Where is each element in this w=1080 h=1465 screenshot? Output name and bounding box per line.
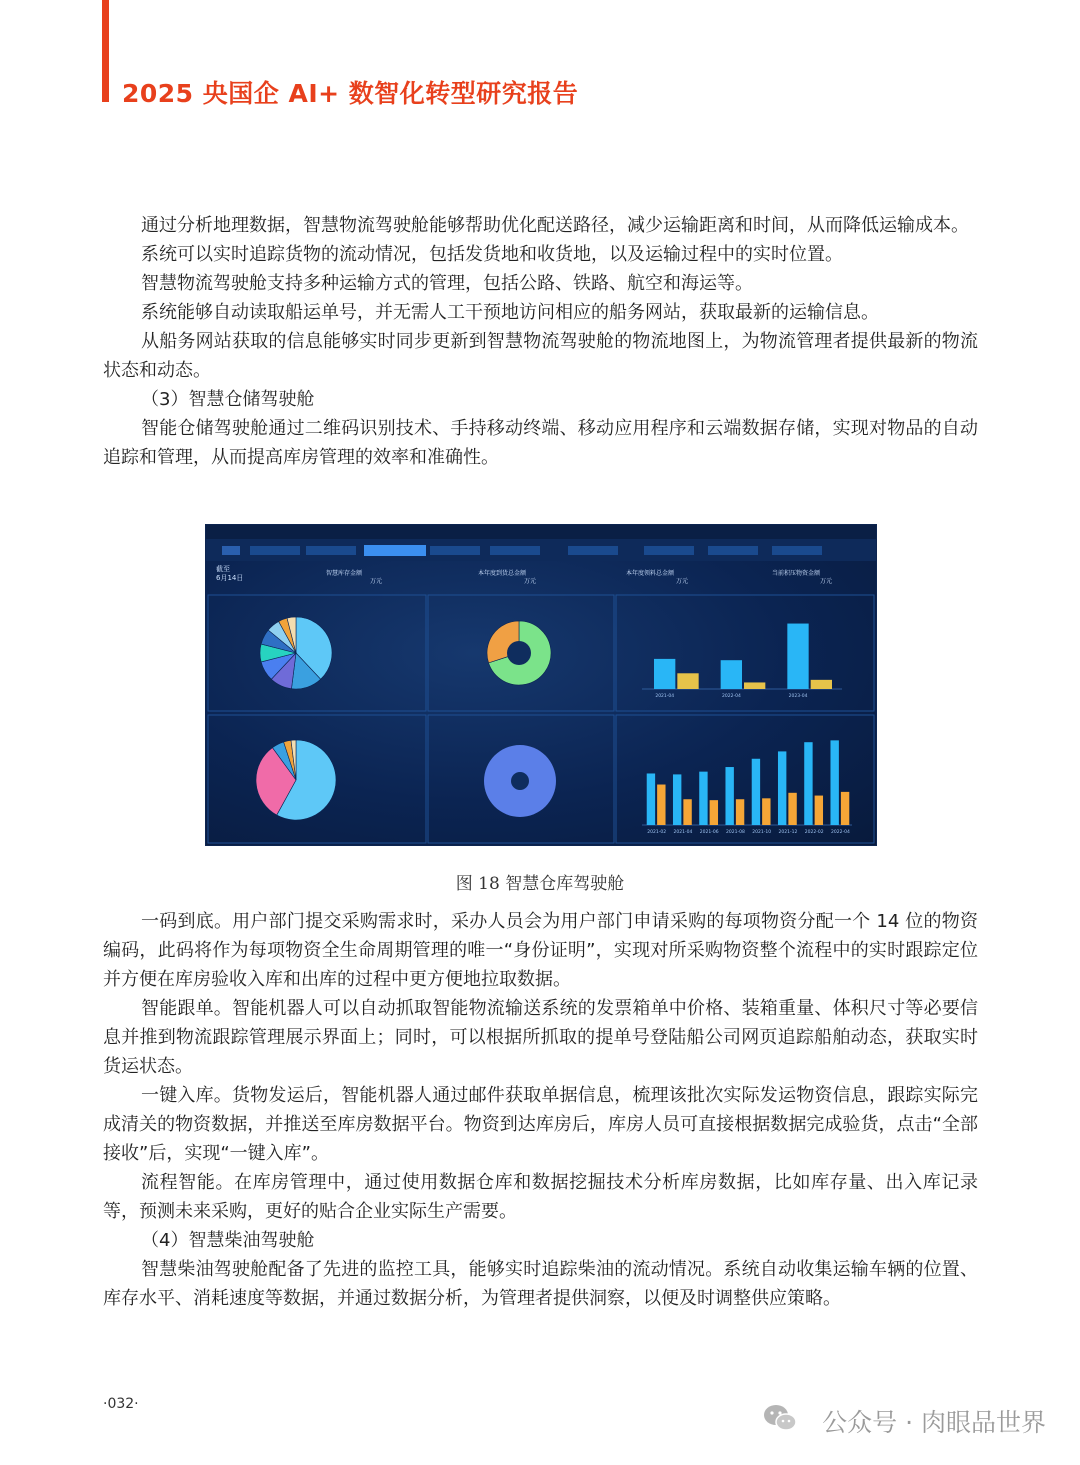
tab xyxy=(772,546,822,555)
page-number: ·032· xyxy=(103,1396,139,1412)
kpi-unit: 万元 xyxy=(820,578,833,585)
wechat-icon xyxy=(762,1403,798,1433)
paragraph: 通过分析地理数据，智慧物流驾驶舱能够帮助优化配送路径，减少运输距离和时间，从而降低运输成本。 xyxy=(141,215,969,236)
bar xyxy=(787,624,808,689)
bar xyxy=(654,659,675,689)
tick-label: 2021-06 xyxy=(699,830,719,835)
kpi-title: 智慧库存金额 xyxy=(326,570,363,577)
bar xyxy=(673,774,681,825)
paragraph: 一键入库。货物发运后，智能机器人通过邮件获取单据信息，梳理该批次实际发运物资信息，跟踪实际完成清关的物资数据，并推送至库房数据平台。物资到达库房后，库房人员可直接根据数据完成验货，点击“全部接收”后，实现“一键入库”。 xyxy=(103,1085,978,1164)
bar xyxy=(699,772,707,825)
bar xyxy=(830,740,838,825)
watermark: 公众号 · 肉眼品世界 xyxy=(822,1408,1046,1437)
body-text-bottom xyxy=(103,907,978,1313)
paragraph: 智慧物流驾驶舱支持多种运输方式的管理，包括公路、铁路、航空和海运等。 xyxy=(141,273,753,294)
tab xyxy=(568,546,618,555)
bar xyxy=(804,742,812,825)
tick-label: 2021-08 xyxy=(726,830,745,835)
donut-hole xyxy=(507,641,531,665)
kpi-unit: 万元 xyxy=(524,578,537,585)
kpi-unit: 万元 xyxy=(370,578,383,585)
tick-label: 2022-02 xyxy=(804,830,824,835)
kpi-date-value: 6月14日 xyxy=(216,574,244,582)
bar xyxy=(710,800,718,825)
paragraph: 智能仓储驾驶舱通过二维码识别技术、手持移动终端、移动应用程序和云端数据存储，实现对物品的自动追踪和管理，从而提高库房管理的效率和准确性。 xyxy=(103,418,978,468)
report-title: 2025 央国企 AI+ 数智化转型研究报告 xyxy=(122,79,579,108)
tick-label: 2021-12 xyxy=(778,830,798,835)
paragraph: 从船务网站获取的信息能够实时同步更新到智慧物流驾驶舱的物流地图上，为物流管理者提供最新的物流状态和动态。 xyxy=(103,331,978,381)
bar xyxy=(778,751,786,825)
bar xyxy=(841,792,849,825)
bar xyxy=(725,767,733,825)
bar xyxy=(683,799,691,825)
body-text-top xyxy=(103,211,978,472)
kpi-title: 本年度领料总金额 xyxy=(626,570,675,577)
bar xyxy=(752,759,760,825)
paragraph: 智慧柴油驾驶舱配备了先进的监控工具，能够实时追踪柴油的流动情况。系统自动收集运输车辆的位置、库存水平、消耗速度等数据，并通过数据分析，为管理者提供洞察，以便及时调整供应策略。 xyxy=(103,1259,978,1309)
tick-label: 2021-02 xyxy=(647,830,667,835)
bar xyxy=(721,660,742,689)
bar xyxy=(762,798,770,825)
kpi-title: 本年度到货总金额 xyxy=(478,570,527,577)
tab-active xyxy=(364,545,426,556)
bar xyxy=(736,799,744,825)
tick-label: 2022-04 xyxy=(831,830,850,835)
tick-label: 2022-04 xyxy=(722,694,741,699)
paragraph: 智能跟单。智能机器人可以自动抓取智能物流输送系统的发票箱单中价格、装箱重量、体积尺寸等必要信息并推到物流跟踪管理展示界面上；同时，可以根据所抓取的提单号登陆船公司网页追踪船舶动态，获取实时货运状态。 xyxy=(103,998,978,1077)
tab xyxy=(222,546,240,555)
paragraph: 系统能够自动读取船运单号，并无需人工干预地访问相应的船务网站，获取最新的运输信息。 xyxy=(141,302,879,323)
paragraph: 流程智能。在库房管理中，通过使用数据仓库和数据挖掘技术分析库房数据，比如库存量、出入库记录等，预测未来采购，更好的贴合企业实际生产需要。 xyxy=(103,1172,978,1222)
tick-label: 2021-04 xyxy=(673,830,693,835)
tab xyxy=(490,546,540,555)
section-heading: （3）智慧仓储驾驶舱 xyxy=(141,389,315,410)
tick-label: 2021-04 xyxy=(655,694,675,699)
bar xyxy=(811,680,832,689)
tab xyxy=(708,546,758,555)
paragraph: 一码到底。用户部门提交采购需求时，采办人员会为用户部门申请采购的每项物资分配一个 14 位的物资编码，此码将作为每项物资全生命周期管理的唯一“身份证明”，实现对所采购物资整个流程中的实时跟踪定位并方便在库房验收入库和出库的过程中更方便地拉取数据。 xyxy=(103,911,978,990)
dashboard-topbar xyxy=(206,525,876,539)
bar xyxy=(647,773,655,825)
kpi-title: 当前积压物资金额 xyxy=(772,570,821,577)
section-heading: （4）智慧柴油驾驶舱 xyxy=(141,1230,315,1251)
bar xyxy=(788,793,796,825)
paragraph: 系统可以实时追踪货物的流动情况，包括发货地和收货地，以及运输过程中的实时位置。 xyxy=(141,244,843,265)
dashboard-svg xyxy=(206,525,876,845)
tab xyxy=(306,546,356,555)
warehouse-dashboard-figure xyxy=(205,524,877,846)
kpi-unit: 万元 xyxy=(676,578,689,585)
bar xyxy=(657,785,665,825)
bar xyxy=(677,673,698,689)
bar xyxy=(815,796,823,825)
kpi-date-label: 截至 xyxy=(216,565,230,573)
tick-label: 2023-04 xyxy=(788,694,808,699)
tab xyxy=(250,546,300,555)
figure-caption: 图 18 智慧仓库驾驶舱 xyxy=(455,874,625,894)
tick-label: 2021-10 xyxy=(752,830,772,835)
tab xyxy=(644,546,694,555)
header-accent-bar xyxy=(102,0,109,102)
tab xyxy=(430,546,480,555)
donut-hole xyxy=(511,772,529,790)
bar xyxy=(744,682,765,689)
